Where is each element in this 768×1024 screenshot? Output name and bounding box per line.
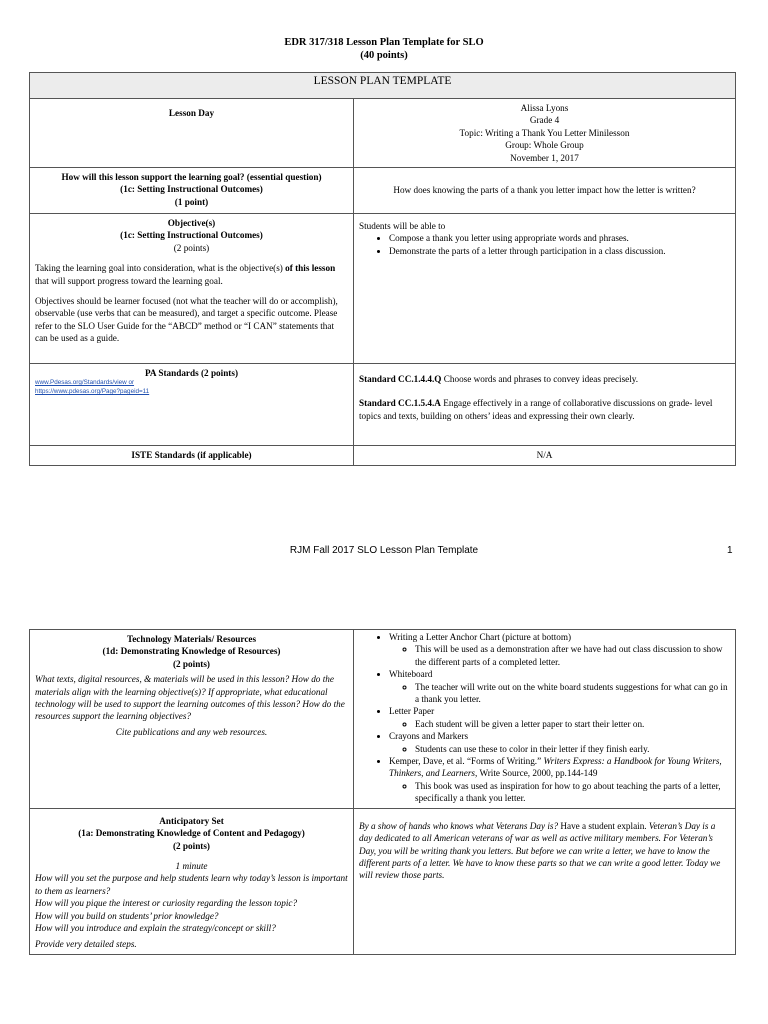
objectives-answer [354, 214, 736, 364]
tech-resources-title: Technology Materials/ Resources [126, 634, 257, 644]
list-item: • Demonstrate the parts of a letter through participation in a class discussion. [389, 245, 730, 257]
anticipatory-question-5: Provide very detailed steps. [35, 939, 137, 950]
iste-standards-value: N/A [354, 446, 736, 466]
pa-standards-label [30, 364, 354, 446]
list-item: • Whiteboard ◦ The teacher will write out on the white board students suggestions for what can go in a thank you letter. [389, 668, 730, 705]
anticipatory-set-answer [354, 808, 736, 954]
anticipatory-set-outcome: (1a: Demonstrating Knowledge of Content and Pedagogy) [78, 828, 305, 839]
anticipatory-question-1: How will you set the purpose and help students learn why today’s lesson is important to them as learners? [35, 873, 348, 896]
resources-list [359, 631, 730, 805]
objectives-outcome: (1c: Setting Instructional Outcomes) [120, 230, 263, 241]
tech-resources-label [30, 630, 354, 809]
title-line-1: EDR 317/318 Lesson Plan Template for SLO [284, 37, 484, 48]
pa-standards-link-2[interactable]: https://www.pdesas.org/Page?pageid=11 [35, 387, 150, 395]
lesson-plan-table [29, 72, 736, 466]
anticipatory-set-title: Anticipatory Set [159, 815, 224, 826]
objectives-description-2: Objectives should be learner focused (not what the teacher will do or accomplish), observable (use verbs that can be measured), and target a specific outcome. Please refer to the SLO User Guide for the “ABCD” method or “I CAN” statements that can be used as a guide. [35, 296, 338, 344]
list-item: ◦ Students can use these to color in their letter if they finish early. [415, 743, 730, 755]
list-item: • Kemper, Dave, et al. “Forms of Writing.” Writers Express: a Handbook for Young Writers, Thinkers, and Learners, Write Source, 2000, pp.144-149 ◦ This book was used as inspiration for how to go about teaching the parts of a letter, specifically a thank you letter. [389, 755, 730, 805]
essential-question-answer: How does knowing the parts of a thank you letter impact how the letter is written? [354, 168, 736, 214]
anticipatory-set-points: (2 points) [172, 840, 210, 851]
iste-standards-label: ISTE Standards (if applicable) [30, 446, 354, 466]
list-item: • Compose a thank you letter using appropriate words and phrases. [389, 232, 730, 244]
group: Group: Whole Group [505, 140, 584, 151]
tech-resources-prompt: What texts, digital resources, & materials will be used in this lesson? How do the materials align with the learning objective(s)? If appropriate, what educational technology will be used to support the learning outcomes of this lesson? How do the resources support the learning objectives? [35, 674, 345, 722]
objectives-list [359, 232, 730, 257]
objectives-points: (2 points) [173, 242, 210, 253]
essential-question-text: How will this lesson support the learning goal? (essential question) [61, 172, 322, 183]
list-item: ◦ Each student will be given a letter paper to start their letter on. [415, 718, 730, 730]
lesson-plan-table-continued [29, 629, 736, 955]
list-item: • Crayons and Markers ◦ Students can use these to color in their letter if they finish early. [389, 730, 730, 755]
pa-standards-link-1[interactable]: www.Pdesas.org/Standards/view or [35, 379, 135, 387]
tech-resources-answer [354, 630, 736, 809]
list-item: ◦ The teacher will write out on the white board students suggestions for what can go in a thank you letter. [415, 681, 730, 706]
standard-1: Standard CC.1.4.4.Q Choose words and phrases to convey ideas precisely. [359, 374, 639, 385]
lesson-day-label: Lesson Day [30, 99, 354, 168]
tech-resources-points: (2 points) [172, 658, 210, 669]
pa-standards-answer [354, 364, 736, 446]
list-item: • Writing a Letter Anchor Chart (picture at bottom) ◦ This will be used as a demonstration after we have had out class discussion to show the different parts of a completed letter. [389, 631, 730, 668]
objectives-intro: Students will be able to [359, 221, 446, 232]
objectives-title: Objective(s) [167, 218, 216, 229]
anticipatory-question-4: How will you introduce and explain the strategy/concept or skill? [35, 922, 276, 933]
objectives-description-1: Taking the learning goal into consideration, what is the objective(s) of this lesson that will support progress toward the learning goal. [35, 263, 336, 286]
essential-question-outcome: (1c: Setting Instructional Outcomes) [120, 184, 263, 195]
objectives-label [30, 214, 354, 364]
page-number: 1 [727, 545, 733, 556]
anticipatory-answer: By a show of hands who knows what Veterans Day is? Have a student explain. Veteran’s Day is a day dedicated to all American veterans of war as well as active military members. For Veteran’s Day, you will be writing thank you letters. But before we can write a letter, we have to know the different parts of a letter. We have to know these parts so that we can write a good letter. Today we will review those parts. [359, 820, 721, 881]
document-title [0, 36, 768, 62]
list-item: ◦ This will be used as a demonstration after we have had out class discussion to show the different parts of a completed letter. [415, 643, 730, 668]
anticipatory-question-2: How will you pique the interest or curiosity regarding the lesson topic? [35, 898, 298, 909]
page-footer: RJM Fall 2017 SLO Lesson Plan Template [289, 545, 479, 556]
topic: Topic: Writing a Thank You Letter Minilesson [459, 127, 630, 138]
list-item: • Letter Paper ◦ Each student will be given a letter paper to start their letter on. [389, 705, 730, 730]
pa-standards-title: PA Standards (2 points) [145, 368, 238, 379]
list-item: ◦ This book was used as inspiration for how to go about teaching the parts of a letter, specifically a thank you letter. [415, 780, 730, 805]
anticipatory-set-label [30, 808, 354, 954]
title-line-2: (40 points) [360, 50, 408, 61]
anticipatory-question-3: How will you build on students’ prior knowledge? [35, 910, 219, 921]
grade: Grade 4 [529, 115, 560, 126]
tech-resources-cite: Cite publications and any web resources. [115, 726, 268, 737]
lesson-date: November 1, 2017 [510, 152, 579, 163]
lesson-day-details [354, 99, 736, 168]
standard-2: Standard CC.1.5.4.A Engage effectively in a range of collaborative discussions on grade- level topics and texts, building on others’ ideas and expressing their own clearly. [359, 398, 713, 421]
teacher-name: Alissa Lyons [520, 103, 569, 113]
essential-question-label [30, 168, 354, 214]
anticipatory-set-time: 1 minute [175, 860, 208, 871]
essential-question-points: (1 point) [174, 196, 209, 207]
tech-resources-outcome: (1d: Demonstrating Knowledge of Resources) [102, 646, 281, 657]
table-header: LESSON PLAN TEMPLATE [30, 73, 736, 99]
